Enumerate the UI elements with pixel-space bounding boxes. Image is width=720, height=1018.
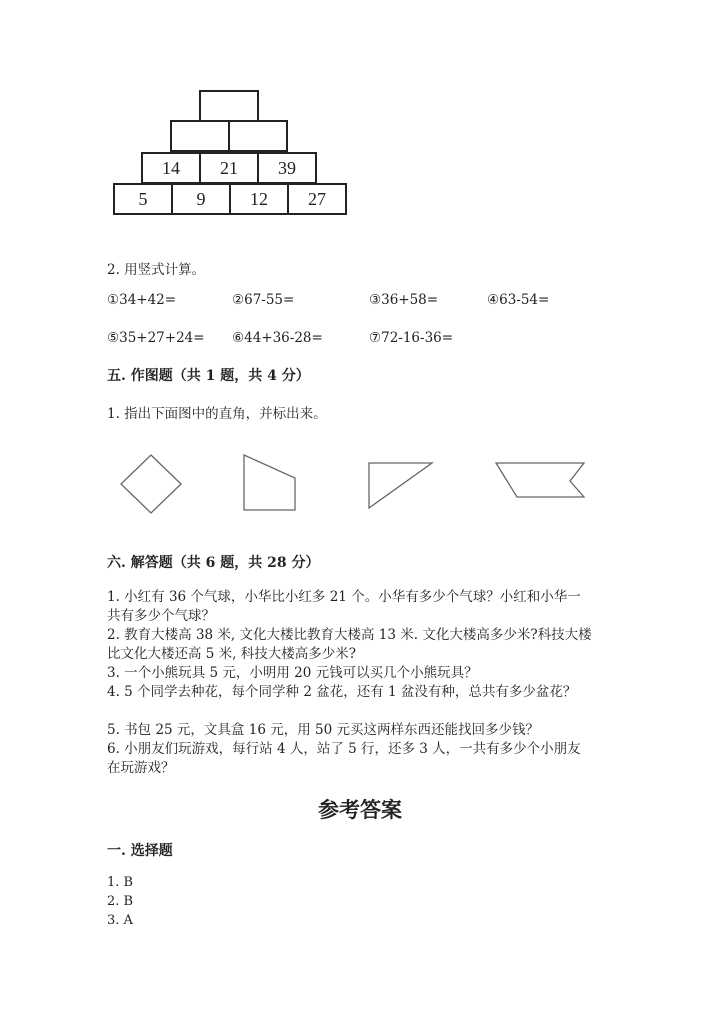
pyramid-cell: 5 [113, 183, 173, 215]
calc-item: ⑦72-16-36= [369, 330, 454, 346]
answer-item: 1. B [107, 875, 134, 890]
pyramid-cell: 14 [141, 152, 201, 184]
calc-title: 2. 用竖式计算。 [107, 262, 206, 278]
problem-line: 在玩游戏？ [107, 760, 175, 776]
answers-title: 参考答案 [318, 797, 402, 822]
banner-shape [496, 463, 584, 497]
answers-section-heading: 一. 选择题 [107, 843, 173, 859]
problem-line: 2. 教育大楼高 38 米, 文化大楼比教育大楼高 13 米. 文化大楼高多少米?科技大楼 [107, 627, 592, 643]
pyramid-cell: 39 [257, 152, 317, 184]
calc-item: ⑥44+36-28= [232, 330, 323, 346]
pyramid-cell: 9 [171, 183, 231, 215]
answer-item: 2. B [107, 894, 134, 909]
answer-item: 3. A [107, 913, 133, 928]
pyramid-cell [170, 120, 230, 152]
problem-line: 4. 5 个同学去种花，每个同学种 2 盆花，还有 1 盆没有种，总共有多少盆花？ [107, 684, 577, 700]
pyramid-cell: 21 [199, 152, 259, 184]
section-heading-answers: 六. 解答题（共 6 题，共 28 分） [107, 555, 320, 571]
pyramid-cell-top [199, 90, 259, 122]
diamond-shape [121, 455, 181, 513]
pyramid-cell [228, 120, 288, 152]
problem-line: 3. 一个小熊玩具 5 元，小明用 20 元钱可以买几个小熊玩具？ [107, 665, 478, 681]
calc-item: ④63-54= [487, 292, 550, 308]
problem-line: 1. 小红有 36 个气球，小华比小红多 21 个。小华有多少个气球？小红和小华一 [107, 589, 581, 605]
calc-item: ③36+58= [369, 292, 439, 308]
triangle-shape [369, 463, 432, 508]
problem-line: 6. 小朋友们玩游戏，每行站 4 人，站了 5 行，还多 3 人，一共有多少个小朋友 [107, 741, 581, 757]
problem-line: 比文化大楼还高 5 米, 科技大楼高多少米? [107, 646, 356, 662]
pyramid-cell: 12 [229, 183, 289, 215]
problem-line: 共有多少个气球？ [107, 608, 215, 624]
calc-item: ⑤35+27+24= [107, 330, 205, 346]
section-heading-drawing: 五. 作图题（共 1 题，共 4 分） [107, 368, 310, 384]
word-problems [107, 588, 627, 778]
calc-item: ①34+42= [107, 292, 177, 308]
pyramid-cell: 27 [287, 183, 347, 215]
shapes-figure [0, 440, 720, 530]
calc-item: ②67-55= [232, 292, 295, 308]
question-right-angle: 1. 指出下面图中的直角，并标出来。 [107, 406, 327, 422]
quadrilateral-shape [244, 455, 295, 510]
problem-line: 5. 书包 25 元，文具盒 16 元，用 50 元买这两样东西还能找回多少钱？ [107, 722, 539, 738]
